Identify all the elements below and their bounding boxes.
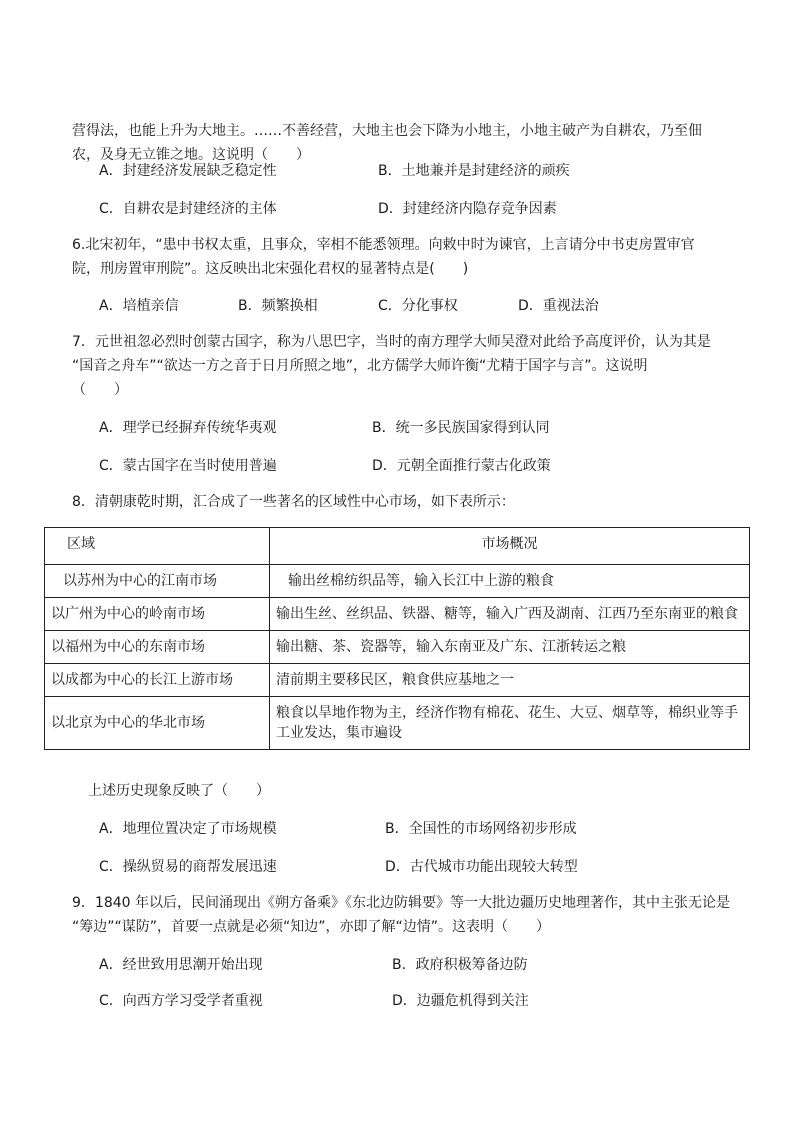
table-cell-region: 以成都为中心的长江上游市场 [45, 664, 270, 697]
q8-option-a[interactable]: A．地理位置决定了市场规模 [99, 821, 277, 837]
q6-option-c[interactable]: C．分化事权 [378, 298, 458, 314]
market-table [44, 527, 750, 750]
q7-option-a[interactable]: A．理学已经摒弃传统华夷观 [99, 420, 277, 436]
table-header-region: 区域 [45, 528, 270, 565]
q6-option-d[interactable]: D．重视法治 [518, 298, 599, 314]
table-cell-overview: 粮食以旱地作物为主，经济作物有棉花、花生、大豆、烟草等，棉织业等手工业发达，集市遍设 [270, 697, 750, 750]
question-7-line-2: “国音之舟车”“欲达一方之音于日月所照之地”，北方儒学大师许衡“尤精于国字与言”。这说明 [72, 358, 648, 374]
question-7-line-1: 7．元世祖忽必烈时创蒙古国字，称为八思巴字，当时的南方理学大师吴澄对此给予高度评价，认为其是 [72, 334, 711, 350]
table-row [45, 598, 750, 631]
table-row [45, 565, 750, 598]
q7-option-c[interactable]: C．蒙古国字在当时使用普遍 [99, 458, 277, 474]
option-c[interactable]: C．自耕农是封建经济的主体 [99, 201, 277, 217]
q8-option-d[interactable]: D．古代城市功能出现较大转型 [385, 859, 578, 875]
table-cell-region: 以广州为中心的岭南市场 [45, 598, 270, 631]
q7-option-d[interactable]: D．元朝全面推行蒙古化政策 [372, 458, 551, 474]
q8-option-c[interactable]: C．操纵贸易的商帮发展迅速 [99, 859, 277, 875]
question-9-line-2: “筹边”“谋防”，首要一点就是必须“知边”，亦即了解“边情”。这表明（ ） [72, 919, 551, 935]
question-9-line-1: 9．1840 年以后，民间涌现出《朔方备乘》《东北边防辑要》等一大批边疆历史地理著作，其中主张无论是 [72, 895, 730, 911]
q6-option-a[interactable]: A．培植亲信 [99, 298, 179, 314]
table-cell-region: 以福州为中心的东南市场 [45, 631, 270, 664]
table-cell-overview: 输出生丝、丝织品、铁器、糖等，输入广西及湖南、江西乃至东南亚的粮食 [270, 598, 750, 631]
q9-option-b[interactable]: B．政府积极筹备边防 [392, 957, 528, 973]
table-header-row [45, 528, 750, 565]
table-cell-overview: 输出丝棉纺织品等，输入长江中上游的粮食 [270, 565, 750, 598]
q6-option-b[interactable]: B．频繁换相 [238, 298, 318, 314]
question-8-after-text: 上述历史现象反映了（ ） [88, 783, 270, 799]
table-row [45, 631, 750, 664]
option-a[interactable]: A．封建经济发展缺乏稳定性 [99, 163, 277, 179]
table-cell-overview: 输出糖、茶、瓷器等，输入东南亚及广东、江浙转运之粮 [270, 631, 750, 664]
q9-option-a[interactable]: A．经世致用思潮开始出现 [99, 957, 263, 973]
question-8-line-1: 8．清朝康乾时期，汇合成了一些著名的区域性中心市场，如下表所示： [72, 494, 515, 510]
table-cell-region: 以北京为中心的华北市场 [45, 697, 270, 750]
table-cell-overview: 清前期主要移民区，粮食供应基地之一 [270, 664, 750, 697]
table-header-overview: 市场概况 [270, 528, 750, 565]
question-7-line-3: （ ） [72, 382, 128, 398]
table-row [45, 697, 750, 750]
intro-text-line-1: 营得法，也能上升为大地主。……不善经营，大地主也会下降为小地主，小地主破产为自耕农，乃至佃 [72, 123, 702, 139]
q8-option-b[interactable]: B．全国性的市场网络初步形成 [385, 821, 577, 837]
q9-option-d[interactable]: D．边疆危机得到关注 [392, 993, 529, 1009]
question-6-line-2: 院，刑房置审刑院”。这反映出北宋强化君权的显著特点是( ) [72, 261, 469, 277]
option-b[interactable]: B．土地兼并是封建经济的顽疾 [378, 163, 570, 179]
q9-option-c[interactable]: C．向西方学习受学者重视 [99, 993, 263, 1009]
q7-option-b[interactable]: B．统一多民族国家得到认同 [372, 420, 550, 436]
table-cell-region: 以苏州为中心的江南市场 [45, 565, 270, 598]
option-d[interactable]: D．封建经济内隐存竞争因素 [378, 201, 557, 217]
question-6-line-1: 6.北宋初年，“患中书权太重，且事众，宰相不能悉领理。向敕中时为谏官，上言请分中书吏房置审官 [72, 237, 695, 253]
table-row [45, 664, 750, 697]
intro-text-line-2: 农，及身无立锥之地。这说明（ ） [72, 147, 310, 163]
